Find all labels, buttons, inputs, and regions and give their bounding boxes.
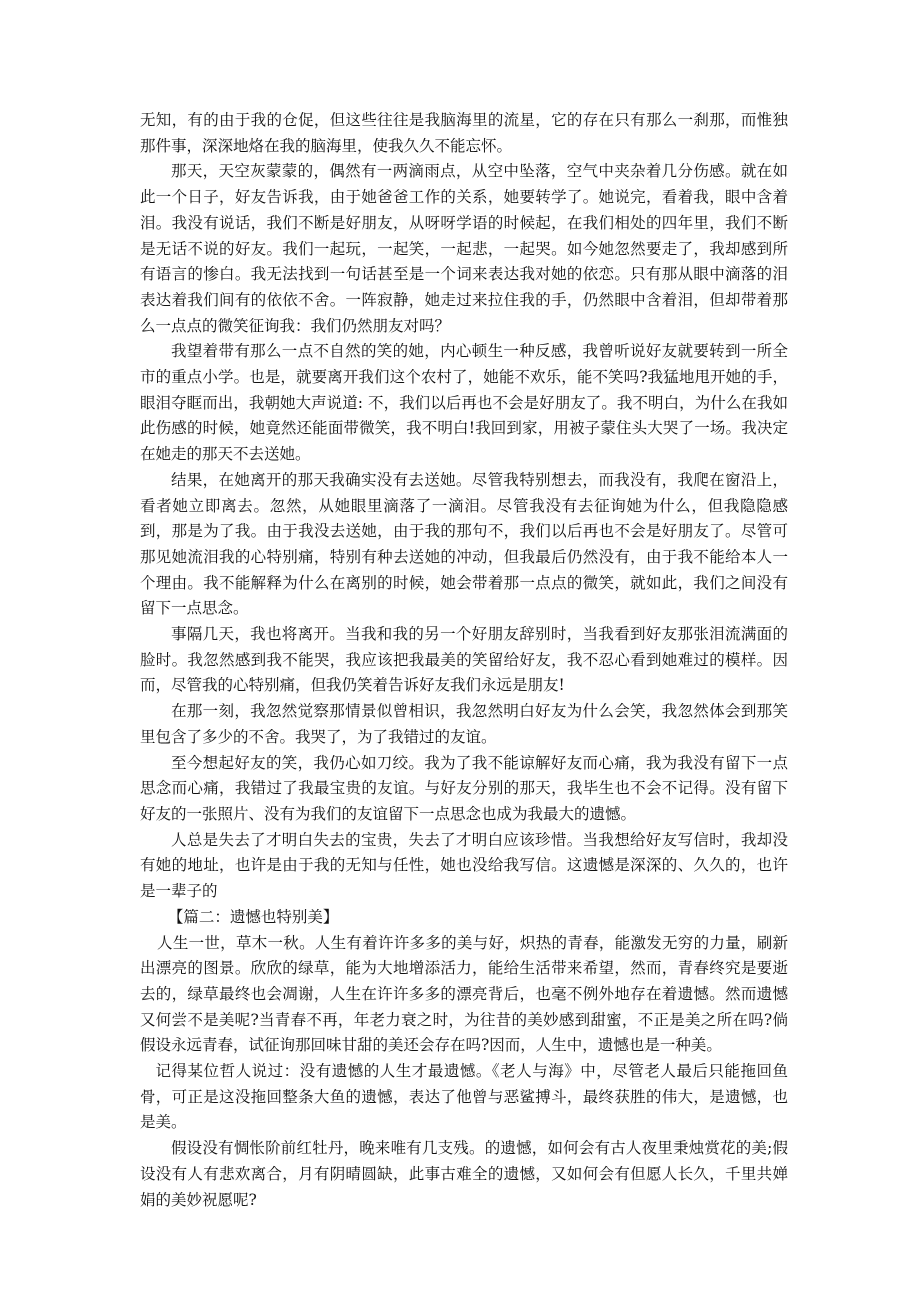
paragraph-days-later: 事隔几天，我也将离开。当我和我的另一个好朋友辞别时，当我看到好友那张泪流满面的脸时。我忽然感到我不能哭，我应该把我最美的笑留给好友，我不忍心看到她难过的模样。因而，尽管我的心特别痛，但我仍笑着告诉好友我们永远是朋友!: [140, 625, 788, 695]
paragraph-continuation: 无知，有的由于我的仓促，但这些往往是我脑海里的流星，它的存在只有那么一刹那，而惟独那件事，深深地烙在我的脑海里，使我久久不能忘怀。: [140, 111, 788, 155]
paragraph-heartache: 至今想起好友的笑，我仍心如刀绞。我为了我不能谅解好友而心痛，我为我没有留下一点思念而心痛，我错过了我最宝贵的友谊。与好友分别的那天，我毕生也不会不记得。没有留下好友的一张照片、没有为我们的友谊留下一点思念也成为我最大的遗憾。: [140, 753, 788, 823]
paragraph-that-day: 那天，天空灰蒙蒙的，偶然有一两滴雨点，从空中坠落，空气中夹杂着几分伤感。就在如此一个日子，好友告诉我，由于她爸爸工作的关系，她要转学了。她说完，看着我，眼中含着泪。我没有说话，我们不断是好朋友，从呀呀学语的时候起，在我们相处的四年里，我们不断是无话不说的好友。我们一起玩，一起笑，一起悲，一起哭。如今她忽然要走了，我却感到所有语言的惨白。我无法找到一句话甚至是一个词来表达我对她的依恋。只有那从眼中滴落的泪表达着我们间有的依依不舍。一阵寂静，她走过来拉住我的手，仍然眼中含着泪，但却带着那么一点点的微笑征询我：我们仍然朋友对吗？: [140, 162, 788, 335]
paragraph-life: 人生一世，草木一秋。人生有着许许多多的美与好，炽热的青春，能激发无穷的力量，刷新出漂亮的图景。欣欣的绿草，能为大地增添活力，能给生活带来希望，然而，青春终究是要逝去的，绿草最终也会凋谢，人生在许许多多的漂亮背后，也毫不例外地存在着遗憾。然而遗憾又何尝不是美呢?当青春不再，年老力衰之时，为往昔的美妙感到甜蜜，不正是美之所在吗?倘假设永远青春，试征询那回味甘甜的美还会存在吗?因而，人生中，遗憾也是一种美。: [140, 933, 788, 1055]
paragraph-reaction: 我望着带有那么一点不自然的笑的她，内心顿生一种反感，我曾听说好友就要转到一所全市的重点小学。也是，就要离开我们这个农村了，她能不欢乐，能不笑吗?我猛地甩开她的手，眼泪夺眶而出，我朝她大声说道: 不，我们以后再也不会是好朋友了。我不明白，为什么在我如此伤感的时候，她竟然还能面带微笑，我不明白!我回到家，用被子蒙住头大哭了一场。我决定在她走的那天不去送她。: [140, 342, 788, 464]
paragraph-philosopher: 记得某位哲人说过：没有遗憾的人生才最遗憾。《老人与海》中，尽管老人最后只能拖回鱼骨，可正是这没拖回整条大鱼的遗憾，表达了他曾与恶鲨搏斗，最终获胜的伟大，是遗憾，也是美。: [140, 1062, 788, 1132]
paragraph-poetry: 假设没有惆怅阶前红牡丹，晚来唯有几支残。的遗憾，如何会有古人夜里秉烛赏花的美;假设没有人有悲欢离合，月有阴晴圆缺，此事古难全的遗憾，又如何会有但愿人长久，千里共婵娟的美妙祝愿呢?: [140, 1139, 788, 1209]
paragraph-that-moment: 在那一刻，我忽然觉察那情景似曾相识，我忽然明白好友为什么会笑，我忽然体会到那笑里包含了多少的不舍。我哭了，为了我错过的友谊。: [140, 702, 788, 746]
paragraph-result: 结果，在她离开的那天我确实没有去送她。尽管我特别想去，而我没有，我爬在窗沿上，看者她立即离去。忽然，从她眼里滴落了一滴泪。尽管我没有去征询她为什么，但我隐隐感到，那是为了我。由于我没去送她，由于我的那句不，我们以后再也不会是好朋友了。尽管可那见她流泪我的心特别痛，特别有种去送她的冲动，但我最后仍然没有，由于我不能给本人一个理由。我不能解释为什么在离别的时候，她会带着那一点点的微笑，就如此，我们之间没有留下一点思念。: [140, 470, 788, 618]
document-page: [140, 108, 788, 1213]
section-heading: 【篇二：遗憾也特别美】: [167, 907, 339, 926]
paragraph-regret: 人总是失去了才明白失去的宝贵，失去了才明白应该珍惜。当我想给好友写信时，我却没有她的地址，也许是由于我的无知与任性，她也没给我写信。这遗憾是深深的、久久的，也许是一辈子的: [140, 830, 788, 901]
